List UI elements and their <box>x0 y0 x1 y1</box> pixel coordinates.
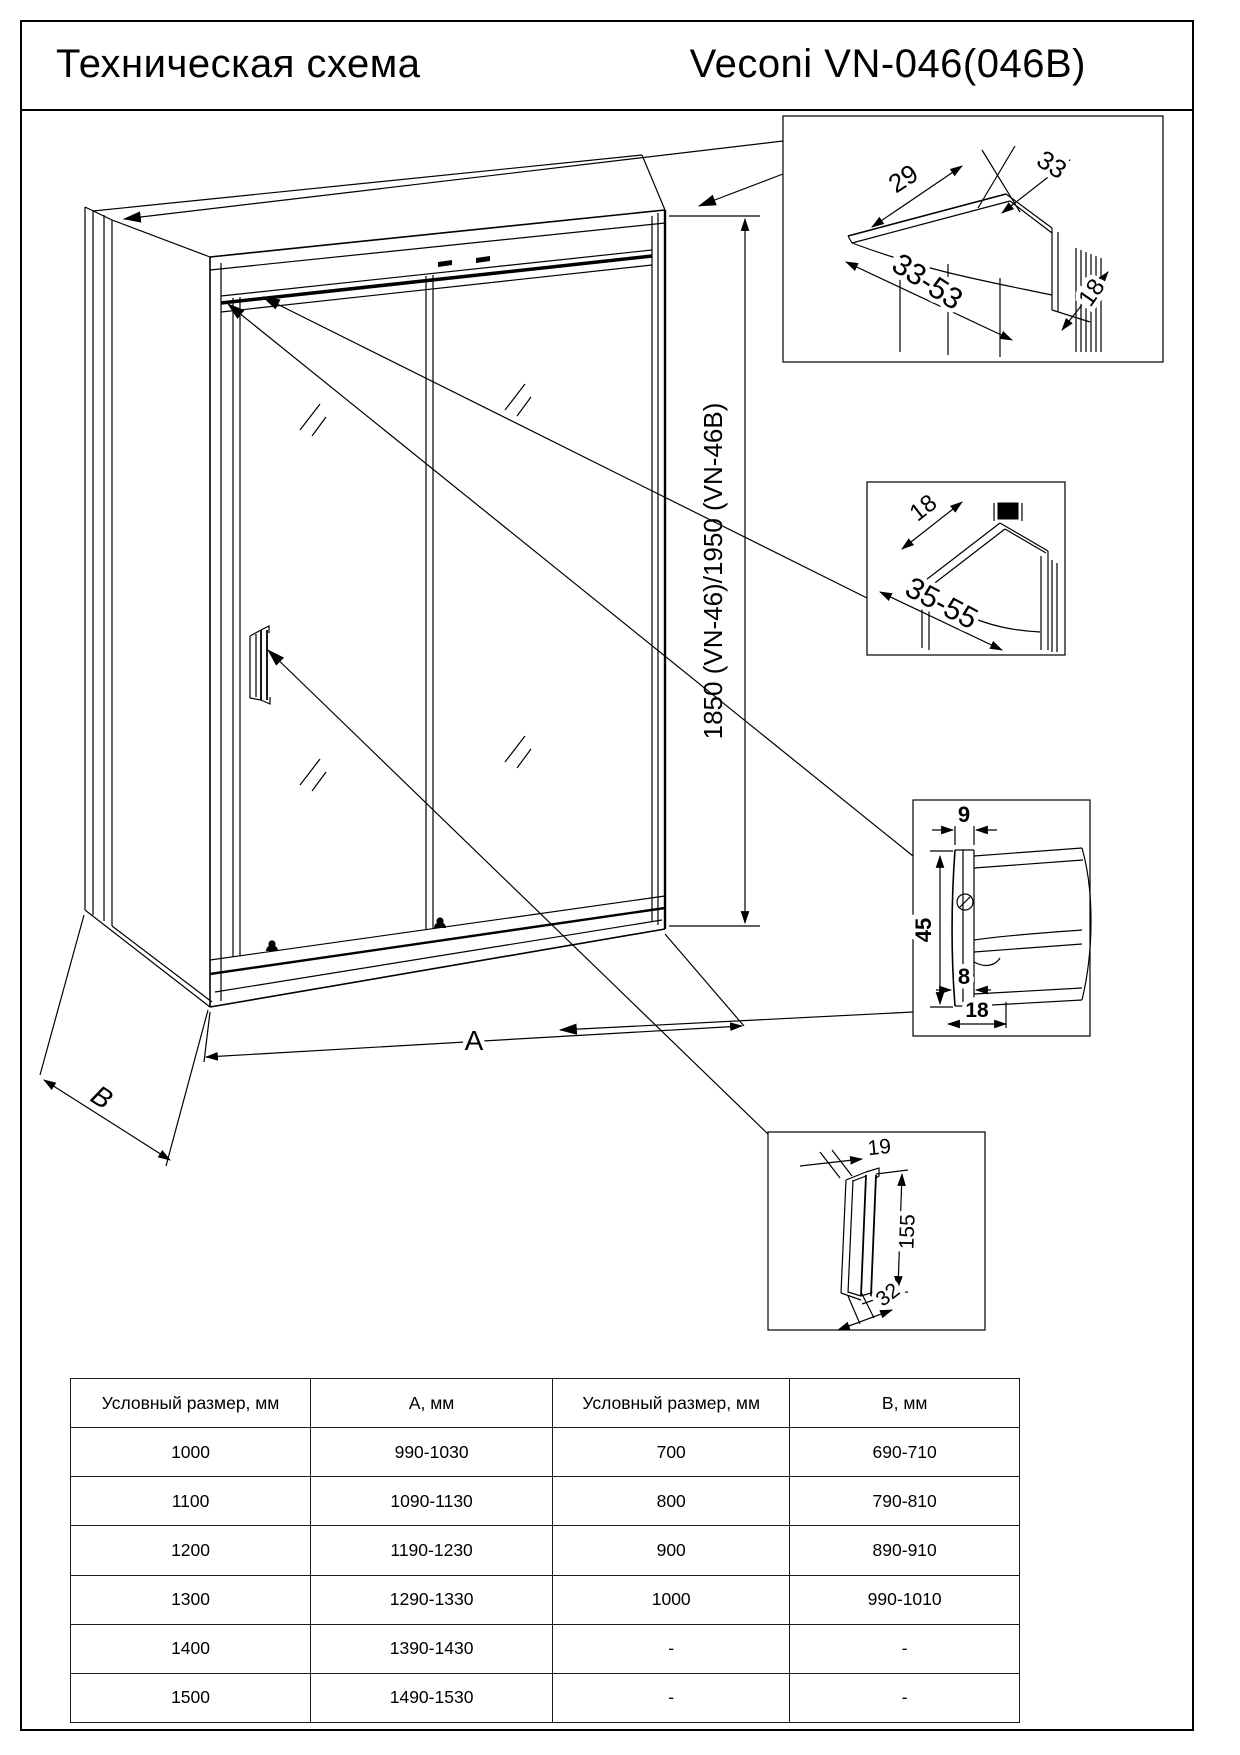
dim-height-label: 1850 (VN-46)/1950 (VN-46B) <box>698 402 728 740</box>
table-row <box>71 1624 1020 1673</box>
cell: 1500 <box>71 1673 311 1722</box>
size-table <box>70 1378 1020 1723</box>
cell: 1090-1130 <box>311 1477 553 1526</box>
dimension-height <box>669 216 760 926</box>
top-face <box>93 155 665 257</box>
col-header-b: В, мм <box>790 1379 1020 1428</box>
product-title: Veconi VN-046(046B) <box>689 42 1086 86</box>
detail4-dim-155: 155 <box>895 1213 920 1250</box>
cell: 1200 <box>71 1526 311 1575</box>
table-row <box>71 1526 1020 1575</box>
cell: 1000 <box>553 1575 790 1624</box>
detail3-dim-18: 18 <box>965 999 989 1022</box>
detail1-dim-18: 18 <box>1073 274 1111 312</box>
col-header-a: А, мм <box>311 1379 553 1428</box>
glass-marks <box>300 384 531 791</box>
cell: - <box>553 1673 790 1722</box>
detail2-dim-35-55: 35-55 <box>899 571 984 637</box>
cell: 990-1030 <box>311 1428 553 1477</box>
cell: 1490-1530 <box>311 1673 553 1722</box>
detail4-dim-32: 32 <box>871 1278 905 1312</box>
detail3-dim-9: 9 <box>957 802 971 827</box>
cell: 1300 <box>71 1575 311 1624</box>
table-header-row <box>71 1379 1020 1428</box>
cell: 1000 <box>71 1428 311 1477</box>
detail-box-glass-profile <box>867 482 1065 655</box>
leader-lines <box>124 141 913 1134</box>
detail-box-handle <box>768 1132 985 1330</box>
dimension-a <box>204 934 744 1062</box>
page-title: Техническая схема <box>56 42 421 86</box>
table-row <box>71 1477 1020 1526</box>
detail-box-top-track <box>783 116 1163 362</box>
detail3-dim-45: 45 <box>911 917 936 943</box>
table-row <box>71 1673 1020 1722</box>
table-row <box>71 1575 1020 1624</box>
table-row <box>71 1428 1020 1477</box>
cell: 790-810 <box>790 1477 1020 1526</box>
door-frame <box>210 210 665 1007</box>
cell: 900 <box>553 1526 790 1575</box>
cell: 990-1010 <box>790 1575 1020 1624</box>
detail3-dim-8: 8 <box>957 964 971 989</box>
col-header-size-a: Условный размер, мм <box>71 1379 311 1428</box>
dim-a-label: A <box>464 1025 484 1056</box>
door-handle <box>250 626 270 704</box>
cell: - <box>553 1624 790 1673</box>
cell: - <box>790 1624 1020 1673</box>
detail-box-wall-profile <box>911 800 1091 1036</box>
cell: 1190-1230 <box>311 1526 553 1575</box>
cell: 1290-1330 <box>311 1575 553 1624</box>
cell: 1390-1430 <box>311 1624 553 1673</box>
detail1-dim-29: 29 <box>882 157 924 199</box>
detail4-dim-19: 19 <box>866 1134 893 1161</box>
cell: - <box>790 1673 1020 1722</box>
detail2-dim-18: 18 <box>904 489 943 527</box>
cell: 690-710 <box>790 1428 1020 1477</box>
bottom-rail <box>210 896 665 1007</box>
sliding-doors <box>233 275 433 957</box>
cell: 800 <box>553 1477 790 1526</box>
side-panel <box>85 207 212 1007</box>
detail1-dim-33-53: 33-53 <box>886 247 969 317</box>
col-header-size-b: Условный размер, мм <box>553 1379 790 1428</box>
dim-b-label: B <box>85 1078 119 1116</box>
cell: 700 <box>553 1428 790 1477</box>
cell: 890-910 <box>790 1526 1020 1575</box>
detail1-dim-33: 33 <box>1031 143 1073 185</box>
cell: 1400 <box>71 1624 311 1673</box>
cell: 1100 <box>71 1477 311 1526</box>
dimension-b <box>40 915 208 1166</box>
